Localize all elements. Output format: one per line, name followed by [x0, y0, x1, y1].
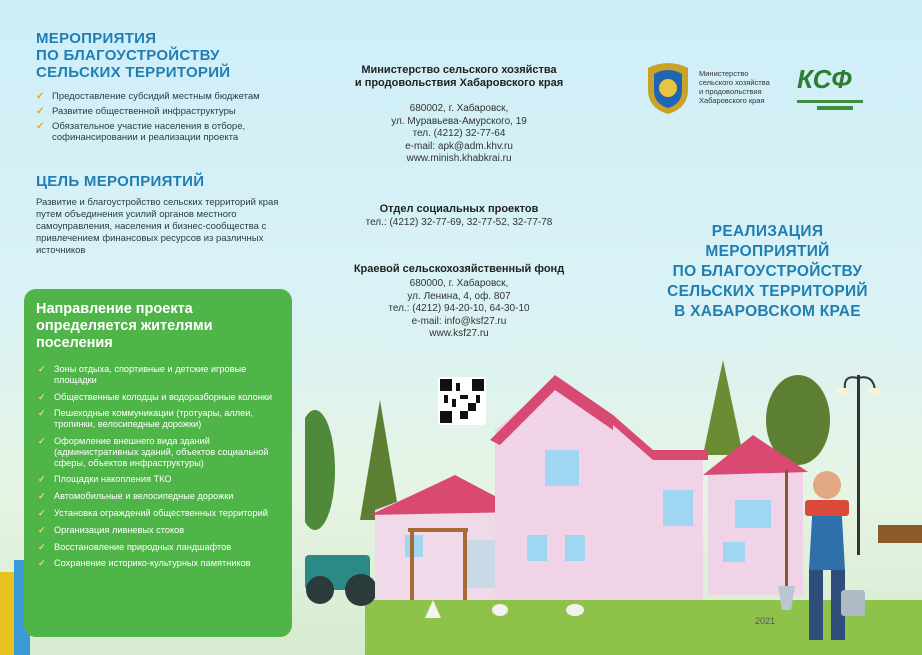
- coat-of-arms-icon: [642, 60, 694, 116]
- check-icon: ✓: [38, 408, 46, 419]
- ministry-email-link[interactable]: e-mail: apk@adm.khv.ru: [405, 140, 513, 152]
- ksf-logo: [797, 64, 883, 114]
- ministry-site-link[interactable]: www.minish.khabkrai.ru: [406, 153, 512, 164]
- ksf-logo-text: КСФ: [797, 64, 852, 94]
- list-item: ✓ Оформление внешнего вида зданий (административных зданий, объектов социальной сферы, объектов инфраструктуры): [38, 435, 269, 468]
- check-icon: ✓: [38, 364, 46, 374]
- list-item: ✓ Сохранение историко-культурных памятников: [38, 558, 251, 569]
- list-item: ✓ Пешеходные коммуникации (тротуары, аллеи, тропинки, велосипедные дорожки): [38, 408, 253, 430]
- card-title: Направление проекта определяется жителями поселения: [36, 301, 213, 351]
- fund-title: Краевой сельскохозяйственный фонд: [353, 263, 565, 275]
- ministry-contacts: 680002, г. Хабаровск, ул. Муравьева-Амурского, 19 тел. (4212) 32-77-64 e-mail: apk@adm.khv.ru www.minish.khabkrai.ru: [305, 103, 613, 166]
- list-item: ✓ Автомобильные и велосипедные дорожки: [38, 491, 234, 502]
- fund-email-link[interactable]: e-mail: info@ksf27.ru: [411, 315, 507, 327]
- brochure-main-title: РЕАЛИЗАЦИЯ МЕРОПРИЯТИЙ ПО БЛАГОУСТРОЙСТВУ СЕЛЬСКИХ ТЕРРИТОРИЙ В ХАБАРОВСКОМ КРАЕ: [667, 223, 868, 320]
- measures-list: [36, 91, 298, 147]
- ksf-logo-bar: [817, 106, 853, 110]
- social-projects-phone: тел.: (4212) 32-77-69, 32-77-52, 32-77-78: [365, 217, 553, 228]
- check-icon: ✓: [38, 491, 46, 502]
- ksf-logo-bar: [797, 100, 863, 103]
- left-panel: [0, 0, 305, 655]
- list-item: ✓ Предоставление субсидий местным бюджетам: [36, 91, 260, 102]
- publication-year: 2021: [755, 616, 776, 626]
- list-item: ✓ Организация ливневых стоков: [38, 524, 185, 535]
- social-projects-title: Отдел социальных проектов: [379, 203, 539, 215]
- check-icon: ✓: [38, 541, 46, 552]
- middle-panel: [305, 0, 613, 655]
- list-item: ✓ Общественные колодцы и водоразборные колонки: [38, 391, 272, 402]
- fund-site-link[interactable]: www.ksf27.ru: [429, 328, 489, 339]
- ministry-title: Министерство сельского хозяйства и продовольствия Хабаровского края: [354, 64, 564, 89]
- check-icon: ✓: [38, 435, 46, 446]
- list-item: ✓ Развитие общественной инфраструктуры: [36, 106, 236, 117]
- fund-contacts: 680000, г. Хабаровск, ул. Ленина, 4, оф. 807 тел.: (4212) 94-20-10, 64-30-10 e-mail: info@ksf27.ru www.ksf27.ru: [305, 278, 613, 341]
- list-item: ✓ Установка ограждений общественных территорий: [38, 507, 268, 518]
- directions-list: [36, 364, 280, 569]
- check-icon: ✓: [38, 391, 46, 402]
- check-icon: ✓: [36, 106, 45, 117]
- list-item: ✓ Обязательное участие населения в отборе, софинансировании и реализации проекта: [36, 121, 246, 143]
- check-icon: ✓: [38, 524, 46, 535]
- goal-title: ЦЕЛЬ МЕРОПРИЯТИЙ: [36, 173, 205, 190]
- village-illustration-left: [305, 360, 613, 655]
- list-item: ✓ Восстановление природных ландшафтов: [38, 541, 232, 552]
- list-item: ✓ Зоны отдыха, спортивные и детские игровые площадки: [38, 364, 247, 385]
- check-icon: ✓: [38, 474, 46, 485]
- goal-text: Развитие и благоустройство сельских территорий края путем объединения усилий органов местного самоуправления, населения и бизнес-сообщества с привлечением финансовых ресурсов из различных источников: [36, 197, 279, 256]
- residents-choice-card: [24, 289, 292, 637]
- measures-title: МЕРОПРИЯТИЯ ПО БЛАГОУСТРОЙСТВУ СЕЛЬСКИХ ТЕРРИТОРИЙ: [36, 30, 231, 81]
- check-icon: ✓: [38, 507, 46, 518]
- check-icon: ✓: [36, 91, 45, 102]
- village-illustration-right: [613, 360, 922, 655]
- list-item: ✓ Площадки накопления ТКО: [38, 474, 172, 485]
- check-icon: ✓: [36, 121, 45, 132]
- ministry-logo-text: Министерство сельского хозяйства и продовольствия Хабаровского края: [699, 69, 770, 105]
- right-panel: [613, 0, 922, 655]
- check-icon: ✓: [38, 558, 46, 569]
